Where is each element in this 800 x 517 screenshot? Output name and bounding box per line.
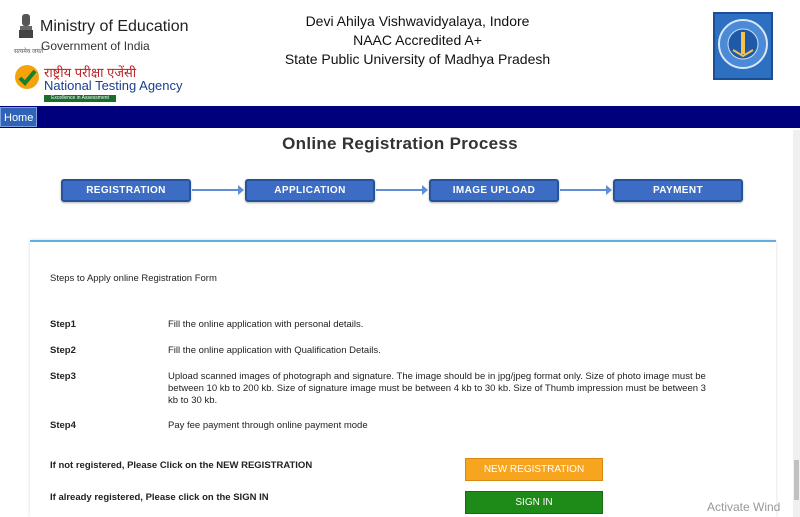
process-title: Online Registration Process <box>282 134 518 153</box>
activate-windows-watermark: Activate Wind <box>707 500 781 514</box>
steps-heading: Steps to Apply online Registration Form <box>50 273 217 284</box>
new-registration-button[interactable]: NEW REGISTRATION <box>465 458 603 481</box>
nta-title: National Testing Agency <box>44 78 183 93</box>
process-arrow-2 <box>376 189 426 191</box>
step-text: Fill the online application with personal details. <box>168 319 364 330</box>
university-seal-graphic <box>715 14 771 78</box>
nta-swoosh-icon <box>14 64 40 90</box>
emblem-caption: सत्यमेव जयते <box>14 49 44 55</box>
step-label: Step4 <box>50 420 76 431</box>
sign-in-button[interactable]: SIGN IN <box>465 491 603 514</box>
process-step-registration: REGISTRATION <box>61 179 191 202</box>
page-scrollbar[interactable] <box>793 130 800 517</box>
instructions-panel <box>30 240 776 517</box>
university-seal-icon <box>713 12 773 80</box>
process-arrow-3 <box>560 189 610 191</box>
step-text: Fill the online application with Qualification Details. <box>168 345 381 356</box>
nta-hindi-title: राष्ट्रीय परीक्षा एजेंसी <box>44 65 137 80</box>
university-line-1: Devi Ahilya Vishwavidyalaya, Indore <box>305 13 530 29</box>
process-step-payment: PAYMENT <box>613 179 743 202</box>
page-header <box>0 0 800 106</box>
process-step-image-upload: IMAGE UPLOAD <box>429 179 559 202</box>
national-emblem-icon <box>16 12 36 44</box>
ministry-subtitle: Government of India <box>41 39 150 53</box>
university-line-3: State Public University of Madhya Pradesh <box>284 51 551 67</box>
ministry-of-education-logo <box>14 10 189 56</box>
scrollbar-thumb[interactable] <box>794 460 799 500</box>
step-text: Upload scanned images of photograph and signature. The image should be in jpg/jpeg format only. Size of photo image must be between 10 kb to 200 kb. Size of signature image must be between 4 kb to 30 kb. Size of Thumb impression must be between 3 kb to 30 kb. <box>168 371 706 406</box>
step-label: Step3 <box>50 371 76 382</box>
nta-tagline: Excellence in Assessment <box>44 95 116 102</box>
not-registered-note: If not registered, Please Click on the NEW REGISTRATION <box>50 460 313 471</box>
registered-note: If already registered, Please click on the SIGN IN <box>50 492 269 503</box>
top-navbar <box>0 106 800 128</box>
process-arrow-1 <box>192 189 242 191</box>
nav-home-link[interactable]: Home <box>0 107 37 127</box>
process-step-application: APPLICATION <box>245 179 375 202</box>
nta-logo <box>14 62 189 106</box>
step-text: Pay fee payment through online payment mode <box>168 420 368 431</box>
step-label: Step1 <box>50 319 76 330</box>
university-name-block <box>250 12 585 69</box>
ministry-title: Ministry of Education <box>40 18 189 35</box>
step-label: Step2 <box>50 345 76 356</box>
university-line-2: NAAC Accredited A+ <box>353 32 482 48</box>
